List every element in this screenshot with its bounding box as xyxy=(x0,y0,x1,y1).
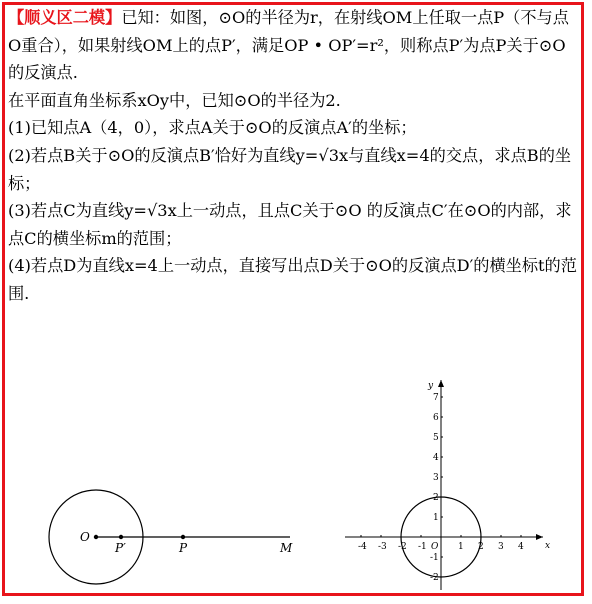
y-tick-label: 3 xyxy=(433,473,439,483)
x-tick-label: -2 xyxy=(398,542,407,552)
problem-intro xyxy=(8,4,580,87)
label-o: O xyxy=(80,530,90,544)
y-tick-label: -2 xyxy=(430,573,439,583)
y-tick-label: 4 xyxy=(433,453,439,463)
x-axis-label: x xyxy=(545,541,551,551)
y-tick-label: 6 xyxy=(433,413,439,423)
label-p: P xyxy=(179,541,188,555)
x-tick-label: 1 xyxy=(458,542,464,552)
y-tick-label: -1 xyxy=(430,553,439,563)
y-tick-label: 5 xyxy=(433,433,439,443)
y-tick-label: 2 xyxy=(433,493,439,503)
question-2: (2)若点B关于⊙O的反演点B′恰好为直线y=√3x与直线x=4的交点，求点B的坐标； xyxy=(8,145,572,193)
x-tick-label: -1 xyxy=(418,542,427,552)
label-m: M xyxy=(280,541,293,555)
origin-label: O xyxy=(431,542,439,552)
problem-text xyxy=(8,4,580,308)
label-p-prime: P′ xyxy=(115,541,126,555)
x-tick-label: -3 xyxy=(378,542,387,552)
source-tag: 【顺义区二模】 xyxy=(8,8,122,27)
setup-line: 在平面直角坐标系xOy中，已知⊙O的半径为2. xyxy=(8,90,341,110)
intro-text: 已知：如图，⊙O的半径为r，在射线OM上任取一点P（不与点O重合），如果射线OM上的点P′，满足OP • OP′=r²，则称点P′为点P关于⊙O的反演点. xyxy=(8,8,569,83)
question-3: (3)若点C为直线y=√3x上一动点，且点C关于⊙O 的反演点C′在⊙O的内部，求点C的横坐标m的范围； xyxy=(8,201,572,248)
x-tick-label: 4 xyxy=(518,542,524,552)
y-axis-label: y xyxy=(428,381,434,391)
x-tick-label: 2 xyxy=(478,542,484,552)
x-tick-label: -4 xyxy=(358,542,367,552)
question-1: (1)已知点A（4，0），求点A关于⊙O的反演点A′的坐标； xyxy=(8,118,417,138)
y-tick-label: 1 xyxy=(433,513,439,523)
x-tick-label: 3 xyxy=(498,542,504,552)
question-4: (4)若点D为直线x=4上一动点，直接写出点D关于⊙O的反演点D′的横坐标t的范围. xyxy=(8,256,577,303)
y-tick-label: 7 xyxy=(433,393,439,403)
